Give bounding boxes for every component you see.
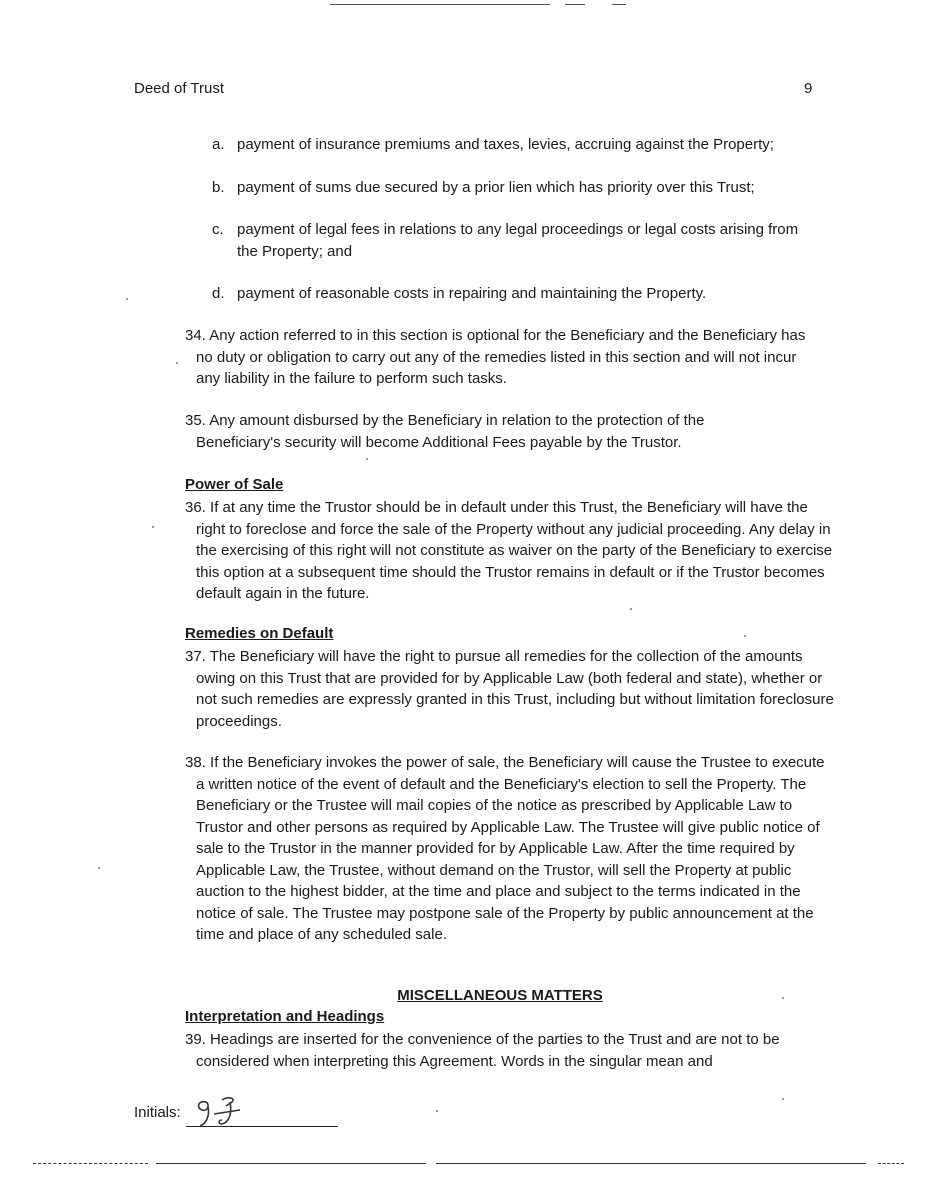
paragraph-number: 34. <box>185 327 210 344</box>
scan-speck <box>126 298 128 300</box>
list-item-text: payment of insurance premiums and taxes, levies, accruing against the Property; <box>237 136 774 153</box>
section-heading-remedies-on-default: Remedies on Default <box>185 625 334 642</box>
section-heading-interpretation: Interpretation and Headings <box>185 1008 385 1025</box>
list-marker: d. <box>212 285 225 302</box>
footer-rule <box>156 1163 426 1164</box>
scan-speck <box>176 362 178 364</box>
footer-rule <box>33 1163 148 1164</box>
document-title: Deed of Trust <box>134 80 225 97</box>
list-marker: b. <box>212 179 225 196</box>
list-item <box>212 283 812 305</box>
list-marker: a. <box>212 136 225 153</box>
list-item-text: payment of legal fees in relations to any legal proceedings or legal costs arising from the Property; and <box>237 221 799 260</box>
scan-speck <box>436 1110 438 1112</box>
scan-speck <box>366 458 368 460</box>
paragraph-text: Headings are inserted for the convenience of the parties to the Trust and are not to be considered when interpreting this Agreement. Words in the singular mean and <box>196 1031 780 1070</box>
paragraph-number: 35. <box>185 412 210 429</box>
list-item-text: payment of sums due secured by a prior lien which has priority over this Trust; <box>237 179 755 196</box>
paragraph-text: Any amount disbursed by the Beneficiary in relation to the protection of the Beneficiary's security will become Additional Fees payable by the Trustor. <box>196 412 705 451</box>
heading-miscellaneous-matters: MISCELLANEOUS MATTERS <box>397 987 603 1004</box>
paragraph-36 <box>185 497 836 605</box>
paragraph-text: If the Beneficiary invokes the power of sale, the Beneficiary will cause the Trustee to execute a written notice of the event of default and the Beneficiary's election to sell the Property. The Beneficiary or the Trustee will mail copies of the notice as prescribed by Applicable Law to Trustor and other persons as required by Applicable Law. The Trustee will give public notice of sale to the Trustor in the manner provided for by Applicable Law. After the time required by Applicable Law, the Trustee, without demand on the Trustor, will sell the Property at public auction to the highest bidder, at the time and place and subject to the terms indicated in the notice of sale. The Trustee may postpone sale of the Property by public announcement at the time and place of any scheduled sale. <box>196 754 825 943</box>
paragraph-number: 36. <box>185 499 211 516</box>
paragraph-text: If at any time the Trustor should be in default under this Trust, the Beneficiary will have the right to foreclose and force the sale of the Property without any judicial proceeding. Any delay in the exercising of this right will not constitute as waiver on the party of the Beneficiary to exercise this option at a subsequent time should the Trustor remains in default or if the Trustor becomes default again in the future. <box>196 499 833 602</box>
scan-speck <box>630 608 632 610</box>
section-heading-power-of-sale: Power of Sale <box>185 476 284 493</box>
list-item-text: payment of reasonable costs in repairing and maintaining the Property. <box>237 285 707 302</box>
paragraph-39 <box>185 1029 836 1072</box>
scan-speck <box>782 1098 784 1100</box>
handwritten-initials <box>192 1094 252 1130</box>
paragraph-34 <box>185 325 806 390</box>
scan-artifact-line <box>330 4 550 5</box>
paragraph-37 <box>185 646 836 732</box>
list-marker: c. <box>212 221 224 238</box>
scan-speck <box>782 997 784 999</box>
paragraph-number: 37. <box>185 648 210 665</box>
footer-rule <box>878 1163 904 1164</box>
list-item <box>212 177 812 199</box>
list-item <box>212 134 812 156</box>
paragraph-text: The Beneficiary will have the right to pursue all remedies for the collection of the amounts owing on this Trust that are provided for by Applicable Law (both federal and state), whether or not such remedies are expressly granted in this Trust, including but without limitation foreclosure proceedings. <box>196 648 834 730</box>
scan-speck <box>152 526 154 528</box>
page-number: 9 <box>804 80 813 97</box>
scan-artifact-line <box>565 4 585 5</box>
scan-artifact-line <box>612 4 626 5</box>
footer-rule <box>436 1163 866 1164</box>
paragraph-text: Any action referred to in this section is optional for the Beneficiary and the Beneficiary has no duty or obligation to carry out any of the remedies listed in this section and will not incur any liability in the failure to perform such tasks. <box>196 327 806 387</box>
paragraph-38 <box>185 752 836 946</box>
initials-label: Initials: <box>134 1104 181 1121</box>
list-item <box>212 219 802 262</box>
scan-speck <box>744 635 746 637</box>
paragraph-35 <box>185 410 776 453</box>
scan-speck <box>98 867 100 869</box>
paragraph-number: 38. <box>185 754 211 771</box>
paragraph-number: 39. <box>185 1031 211 1048</box>
